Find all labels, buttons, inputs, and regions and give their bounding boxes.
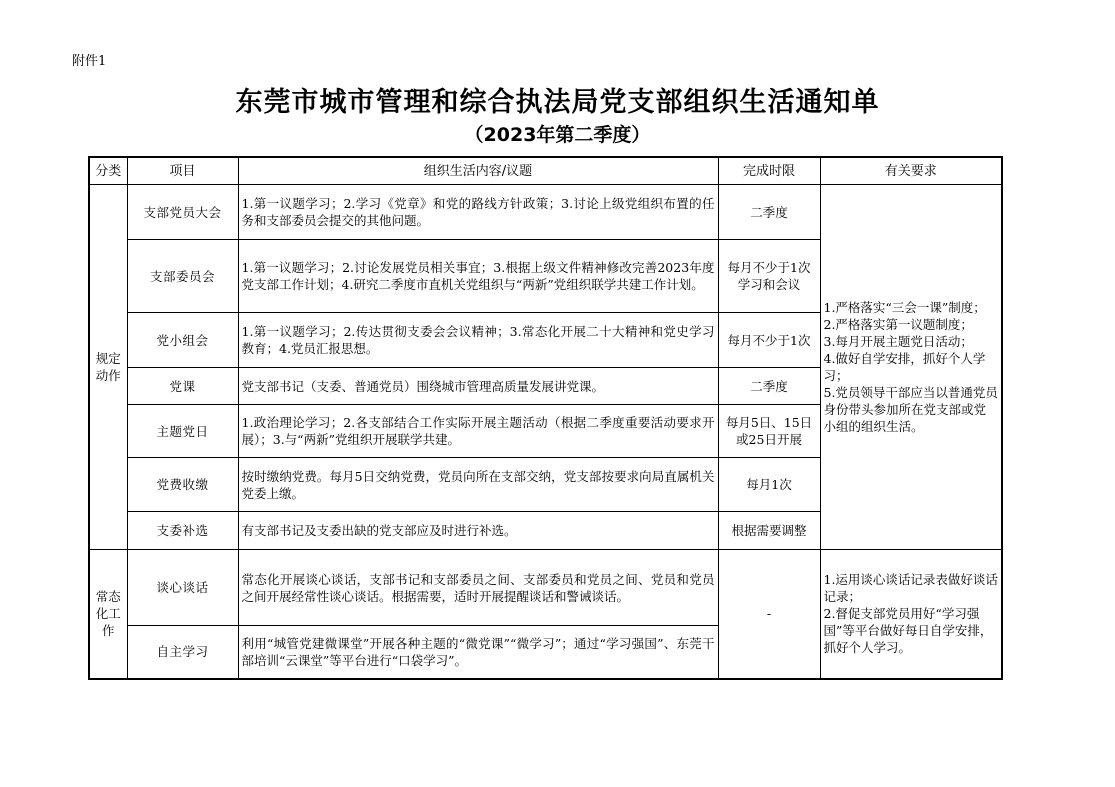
header-requirements: 有关要求 xyxy=(820,157,1002,185)
attachment-label: 附件1 xyxy=(72,54,107,69)
item-cell: 谈心谈话 xyxy=(127,550,238,626)
category-cell: 常态化工作 xyxy=(89,550,127,679)
requirement-item: 1.严格落实“三会一课”制度； xyxy=(823,300,986,315)
content-cell: 1.第一议题学习；2.传达贯彻支委会会议精神；3.常态化开展二十大精神和党史学习教育；4.党员汇报思想。 xyxy=(238,313,718,368)
requirement-item: 2.严格落实第一议题制度； xyxy=(823,317,973,332)
requirement-item: 2.督促支部党员用好“学习强国”等平台做好每日自学安排，抓好个人学习。 xyxy=(823,606,993,656)
document-title: 东莞市城市管理和综合执法局党支部组织生活通知单 xyxy=(235,87,880,118)
content-cell: 有支部书记及支委出缺的党支部应及时进行补选。 xyxy=(238,512,718,550)
requirements-cell xyxy=(820,185,1002,550)
requirement-item: 5.党员领导干部应当以普通党员身份带头参加所在党支部或党小组的组织生活。 xyxy=(823,385,998,434)
notice-table xyxy=(88,156,1003,680)
category-cell: 规定动作 xyxy=(89,185,127,550)
header-item: 项目 xyxy=(127,157,238,185)
deadline-cell: 每月5日、15日或25日开展 xyxy=(718,405,820,458)
content-cell: 按时缴纳党费。每月5日交纳党费，党员向所在支部交纳，党支部按要求向局直属机关党委上缴。 xyxy=(238,458,718,512)
deadline-cell: 每月1次 xyxy=(718,458,820,512)
deadline-cell: 每月不少于1次 xyxy=(718,313,820,368)
item-cell: 主题党日 xyxy=(127,405,238,458)
table-row xyxy=(89,550,1002,626)
deadline-cell: 二季度 xyxy=(718,368,820,405)
requirement-item: 4.做好自学安排，抓好个人学习； xyxy=(823,351,986,383)
requirement-item: 3.每月开展主题党日活动； xyxy=(823,334,973,349)
item-cell: 党小组会 xyxy=(127,313,238,368)
content-cell: 党支部书记（支委、普通党员）围绕城市管理高质量发展讲党课。 xyxy=(238,368,718,405)
item-cell: 支委补选 xyxy=(127,512,238,550)
deadline-cell: 每月不少于1次学习和会议 xyxy=(718,240,820,313)
content-cell: 常态化开展谈心谈话，支部书记和支部委员之间、支部委员和党员之间、党员和党员之间开展经常性谈心谈话。根据需要，适时开展提醒谈话和警诫谈话。 xyxy=(238,550,718,626)
document-subtitle: （2023年第二季度） xyxy=(464,124,651,146)
content-cell: 1.第一议题学习；2.学习《党章》和党的路线方针政策；3.讨论上级党组织布置的任务和支部委员会提交的其他问题。 xyxy=(238,185,718,240)
item-cell: 自主学习 xyxy=(127,626,238,679)
item-cell: 支部党员大会 xyxy=(127,185,238,240)
header-content: 组织生活内容/议题 xyxy=(238,157,718,185)
content-cell: 1.第一议题学习；2.讨论发展党员相关事宜；3.根据上级文件精神修改完善2023年度党支部工作计划；4.研究二季度市直机关党组织与“两新”党组织联学共建工作计划。 xyxy=(238,240,718,313)
deadline-cell: 根据需要调整 xyxy=(718,512,820,550)
header-category: 分类 xyxy=(89,157,127,185)
table-row xyxy=(89,185,1002,240)
requirement-item: 1.运用谈心谈话记录表做好谈话记录； xyxy=(823,572,998,605)
deadline-cell: 二季度 xyxy=(718,185,820,240)
content-cell: 1.政治理论学习；2.各支部结合工作实际开展主题活动（根据二季度重要活动要求开展）；3.与“两新”党组织开展联学共建。 xyxy=(238,405,718,458)
item-cell: 党费收缴 xyxy=(127,458,238,512)
item-cell: 支部委员会 xyxy=(127,240,238,313)
header-deadline: 完成时限 xyxy=(718,157,820,185)
item-cell: 党课 xyxy=(127,368,238,405)
deadline-cell: - xyxy=(718,550,820,679)
content-cell: 利用“城管党建微课堂”开展各种主题的“微党课”“微学习”；通过“学习强国”、东莞干部培训“云课堂”等平台进行“口袋学习”。 xyxy=(238,626,718,679)
header-row xyxy=(89,157,1002,185)
requirements-cell xyxy=(820,550,1002,679)
